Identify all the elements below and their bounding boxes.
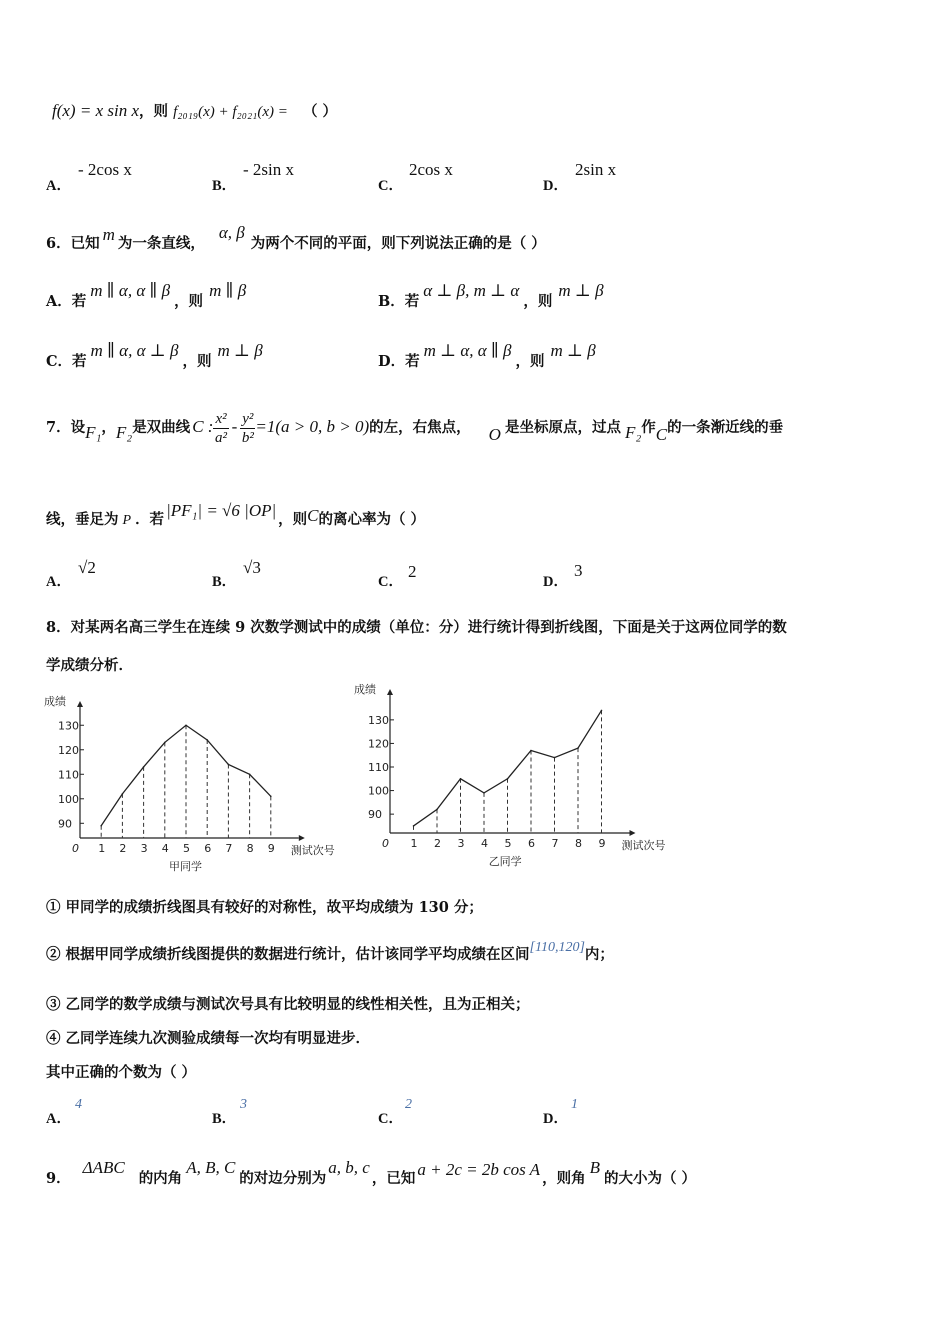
q6-num: 6．已知 bbox=[46, 235, 100, 252]
q7-t2: 的左，右焦点， bbox=[369, 419, 471, 436]
data-point bbox=[577, 747, 579, 749]
q9-t3: ，已知 bbox=[371, 1170, 416, 1187]
data-point bbox=[228, 764, 230, 766]
q7-eq: =1(a > 0, b > 0) bbox=[255, 417, 370, 436]
y-axis-arrow bbox=[77, 701, 83, 707]
y-tick-label: 90 bbox=[368, 808, 382, 822]
x-tick-label: 6 bbox=[528, 837, 535, 850]
y-tick-label: 110 bbox=[368, 761, 389, 774]
q6-opt-b-cond: α ⊥ β, m ⊥ α bbox=[423, 281, 520, 300]
q9-t4: ，则角 bbox=[542, 1170, 586, 1187]
q9-t2: 的对边分别为 bbox=[239, 1170, 327, 1187]
q6-opt-a-label: A．若 bbox=[46, 293, 87, 310]
chart-jia bbox=[40, 695, 360, 875]
q7-opt-d-value: 3 bbox=[574, 561, 583, 580]
data-point bbox=[270, 796, 272, 798]
q6-opt-c bbox=[46, 341, 263, 371]
q8-opt-c-label: C． bbox=[378, 1111, 403, 1127]
q6-opt-c-cond: m ∥ α, α ⊥ β bbox=[90, 341, 179, 360]
q7-opt-a-value: √2 bbox=[78, 558, 96, 577]
y-axis-label: 成绩 bbox=[44, 695, 66, 708]
data-point bbox=[206, 739, 208, 741]
y-tick-label: 110 bbox=[58, 768, 79, 782]
q9-stem bbox=[46, 1158, 697, 1188]
q6-m: m bbox=[102, 225, 115, 244]
data-point bbox=[122, 793, 124, 795]
q7-cond: |PF₁| = √6 |OP| bbox=[166, 501, 277, 520]
x-tick-label: 1 bbox=[98, 842, 106, 855]
x-tick-label: 3 bbox=[140, 842, 148, 855]
q7-frac1 bbox=[213, 410, 228, 447]
origin-label: 0 bbox=[72, 842, 79, 855]
q9-num: 9． bbox=[46, 1170, 71, 1187]
q8-statement-4: ④ 乙同学连续九次测验成绩每一次均有明显进步． bbox=[46, 1030, 371, 1047]
x-tick-label: 3 bbox=[457, 837, 465, 850]
data-point bbox=[436, 809, 438, 811]
y-tick-label: 130 bbox=[368, 713, 389, 727]
q6-opt-a-cond: m ∥ α, α ∥ β bbox=[90, 281, 171, 300]
x-tick-label: 6 bbox=[204, 842, 212, 855]
x-tick-label: 5 bbox=[183, 842, 190, 855]
q7-opt-d-label: D． bbox=[543, 574, 568, 590]
q7-c: C : bbox=[192, 417, 214, 436]
x-tick-label: 4 bbox=[481, 837, 488, 850]
q6-opt-b-res: m ⊥ β bbox=[558, 281, 604, 300]
q5-stem-math2: f₂₀₁₉(x) + f₂₀₂₁(x) = bbox=[173, 104, 288, 120]
q8-statement-3: ③ 乙同学的数学成绩与测试次号具有比较明显的线性相关性，且为正相关； bbox=[46, 996, 530, 1013]
data-point bbox=[483, 792, 485, 794]
q8-line2: 学成绩分析． bbox=[46, 657, 133, 674]
q7-line2-c: ，则 bbox=[278, 511, 308, 528]
x-axis-label: 测试次号 bbox=[621, 839, 666, 852]
x-tick-label: 8 bbox=[575, 837, 582, 850]
q8-line1: 8．对某两名高三学生在连续 9 次数学测试中的成绩（单位：分）进行统计得到折线图，下面是关于这两位同学的数 bbox=[46, 619, 787, 636]
q6-opt-d-label: D．若 bbox=[378, 353, 420, 370]
q5-opt-a-value: - 2cos x bbox=[78, 160, 132, 179]
q7-f2: F₂ bbox=[115, 423, 133, 442]
q5-opt-a-label: A． bbox=[46, 178, 71, 194]
x-axis-arrow bbox=[299, 835, 305, 841]
y-tick-label: 100 bbox=[58, 792, 79, 806]
data-point bbox=[185, 724, 187, 726]
q5-opt-b-value: - 2sin x bbox=[243, 160, 294, 179]
q6-opt-c-label: C．若 bbox=[46, 353, 87, 370]
q7-t4: 作 bbox=[641, 419, 656, 436]
q6-t2: 为两个不同的平面，则下列说法正确的是（ ） bbox=[250, 235, 546, 252]
q7-opt-b-label: B． bbox=[212, 574, 237, 590]
y-tick-label: 90 bbox=[58, 817, 72, 831]
q8-opt-a-label: A． bbox=[46, 1111, 71, 1127]
q7-opt-b-value: √3 bbox=[243, 558, 261, 577]
chart-title: 乙同学 bbox=[488, 855, 522, 868]
q6-opt-b-then: ，则 bbox=[523, 293, 553, 310]
y-tick-label: 100 bbox=[368, 784, 389, 798]
q8-statement-2b: 内； bbox=[584, 946, 614, 963]
q6-t1: 为一条直线， bbox=[117, 235, 205, 252]
y-tick-label: 120 bbox=[368, 737, 389, 751]
q8-opt-c-value: 2 bbox=[405, 1097, 412, 1112]
y-tick-label: 120 bbox=[58, 743, 79, 757]
q7-c3: C bbox=[307, 506, 319, 525]
q6-opt-c-then: ，则 bbox=[182, 353, 212, 370]
q7-minus: - bbox=[231, 417, 238, 436]
q6-opt-a bbox=[46, 281, 247, 311]
q7-stem-line2 bbox=[46, 501, 426, 529]
x-tick-label: 5 bbox=[504, 837, 512, 850]
data-point bbox=[249, 773, 251, 775]
q5-stem bbox=[52, 100, 337, 121]
q6-opt-a-res: m ∥ β bbox=[209, 281, 247, 300]
y-tick-label: 130 bbox=[58, 719, 79, 733]
q5-stem-mid: ，则 bbox=[139, 103, 168, 120]
chart-yi bbox=[350, 683, 680, 870]
q7-c2: C bbox=[655, 425, 668, 444]
x-axis-arrow bbox=[630, 830, 636, 836]
chart-title: 甲同学 bbox=[169, 860, 203, 873]
data-point bbox=[413, 825, 415, 827]
q7-opt-a-label: A． bbox=[46, 574, 71, 590]
data-point bbox=[601, 710, 603, 712]
q7-frac1-num: x² bbox=[215, 410, 227, 427]
x-tick-label: 4 bbox=[161, 842, 169, 855]
q5-opt-c-label: C． bbox=[378, 178, 403, 194]
q7-comma: ， bbox=[101, 419, 116, 436]
q9-t1: 的内角 bbox=[138, 1170, 183, 1187]
q8-opt-b-label: B． bbox=[212, 1111, 237, 1127]
q7-opt-c-label: C． bbox=[378, 574, 403, 590]
q6-opt-d-then: ，则 bbox=[515, 353, 545, 370]
q7-frac1-den: a² bbox=[215, 429, 228, 446]
data-point bbox=[100, 825, 102, 827]
q7-num: 7．设 bbox=[46, 419, 86, 436]
q8-opt-a-value: 4 bbox=[75, 1097, 82, 1112]
x-tick-label: 2 bbox=[119, 842, 127, 855]
q8-ask: 其中正确的个数为（ ） bbox=[46, 1064, 197, 1081]
q6-opt-a-then: ，则 bbox=[174, 293, 204, 310]
q8-opt-d-value: 1 bbox=[571, 1097, 578, 1112]
x-tick-label: 9 bbox=[598, 837, 606, 850]
x-axis-label: 测试次号 bbox=[290, 844, 335, 857]
q6-opt-d bbox=[378, 341, 596, 371]
q5-stem-math: f(x) = x sin x bbox=[52, 101, 139, 120]
q7-frac2-num: y² bbox=[242, 410, 254, 427]
q7-line2-a: 线，垂足为 bbox=[46, 511, 119, 528]
q5-opt-d-label: D． bbox=[543, 178, 568, 194]
q9-tri: ΔABC bbox=[82, 1158, 125, 1177]
q7-frac2 bbox=[240, 410, 255, 447]
q6-opt-c-res: m ⊥ β bbox=[217, 341, 263, 360]
data-point bbox=[460, 778, 462, 780]
q9-b: B bbox=[589, 1158, 600, 1177]
data-point bbox=[507, 778, 509, 780]
q6-opt-b-label: B．若 bbox=[378, 293, 420, 310]
q9-eq: a + 2c = 2b cos A bbox=[417, 1160, 541, 1179]
data-point bbox=[143, 766, 145, 768]
q8-statement-2a: ② 根据甲同学成绩折线图提供的数据进行统计，估计该同学平均成绩在区间 bbox=[46, 946, 530, 963]
q9-t5: 的大小为（ ） bbox=[603, 1170, 697, 1187]
q5-stem-tail: （ ） bbox=[302, 103, 338, 120]
x-tick-label: 9 bbox=[267, 842, 275, 855]
q7-t5: 的一条渐近线的垂 bbox=[667, 419, 784, 436]
q6-opt-d-res: m ⊥ β bbox=[550, 341, 596, 360]
q9-abc2: a, b, c bbox=[328, 1158, 370, 1177]
q6-stem bbox=[46, 223, 546, 253]
q7-frac2-den: b² bbox=[241, 429, 254, 446]
q6-opt-b bbox=[378, 281, 604, 311]
q7-f1: F₁ bbox=[85, 423, 102, 442]
q7-opt-c-value: 2 bbox=[408, 562, 417, 581]
x-tick-label: 1 bbox=[410, 837, 418, 850]
q7-o: O bbox=[488, 425, 501, 444]
q8-statement-2 bbox=[46, 940, 614, 964]
y-axis-label: 成绩 bbox=[354, 683, 376, 696]
x-tick-label: 8 bbox=[246, 842, 254, 855]
q9-abc: A, B, C bbox=[186, 1158, 236, 1177]
q8-opt-b-value: 3 bbox=[240, 1097, 247, 1112]
q7-line2-d: 的离心率为（ ） bbox=[318, 511, 426, 528]
q5-opt-d-value: 2sin x bbox=[575, 160, 617, 179]
x-tick-label: 2 bbox=[434, 837, 441, 850]
q8-opt-d-label: D． bbox=[543, 1111, 568, 1127]
q7-t1: 是双曲线 bbox=[132, 419, 191, 436]
q8-statement-1: ① 甲同学的成绩折线图具有较好的对称性，故平均成绩为 130 分； bbox=[46, 899, 483, 916]
origin-label: 0 bbox=[382, 837, 389, 850]
x-tick-label: 7 bbox=[551, 837, 559, 850]
y-axis-arrow bbox=[387, 689, 393, 695]
q6-ab: α, β bbox=[218, 223, 245, 242]
q8-interval: [110,120] bbox=[529, 940, 585, 955]
data-point bbox=[164, 742, 166, 744]
q6-opt-d-cond: m ⊥ α, α ∥ β bbox=[423, 341, 512, 360]
q5-opt-b-label: B． bbox=[212, 178, 237, 194]
data-point bbox=[554, 757, 556, 759]
x-tick-label: 7 bbox=[225, 842, 233, 855]
q7-f2b: F₂ bbox=[624, 423, 642, 442]
q7-t3: 是坐标原点，过点 bbox=[504, 419, 621, 436]
q7-line2-b: ．若 bbox=[135, 511, 165, 528]
q7-p: P bbox=[122, 513, 132, 528]
data-point bbox=[530, 750, 532, 752]
q7-stem-line1 bbox=[46, 402, 783, 452]
q5-opt-c-value: 2cos x bbox=[409, 160, 453, 179]
